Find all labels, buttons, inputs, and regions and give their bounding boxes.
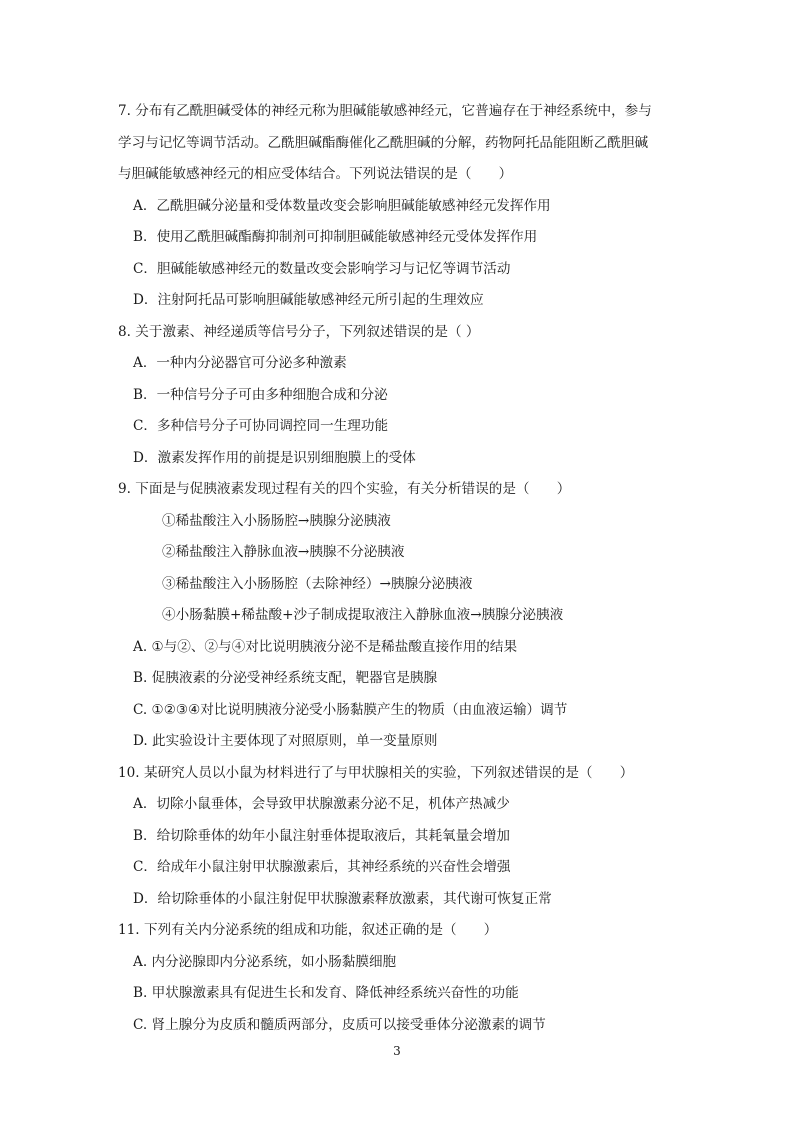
- q9-experiment-3: ③稀盐酸注入小肠肠腔（去除神经）→胰腺分泌胰液: [162, 576, 473, 592]
- q7-option-b: B．使用乙酰胆碱酯酶抑制剂可抑制胆碱能敏感神经元受体发挥作用: [133, 229, 538, 245]
- page-number: 3: [393, 1044, 401, 1058]
- q7-option-a: A．乙酰胆碱分泌量和受体数量改变会影响胆碱能敏感神经元发挥作用: [133, 198, 551, 214]
- q11-option-b: B. 甲状腺激素具有促进生长和发育、降低神经系统兴奋性的功能: [133, 985, 519, 1001]
- q10-option-a: A．切除小鼠垂体，会导致甲状腺激素分泌不足，机体产热减少: [133, 796, 510, 812]
- q7-stem-line-1: 7. 分布有乙酰胆碱受体的神经元称为胆碱能敏感神经元，它普遍存在于神经系统中，参与: [118, 103, 652, 119]
- q8-option-d: D．激素发挥作用的前提是识别细胞膜上的受体: [133, 450, 416, 466]
- q9-option-b: B. 促胰液素的分泌受神经系统支配，靶器官是胰腺: [133, 670, 438, 686]
- q10-option-c: C．给成年小鼠注射甲状腺激素后，其神经系统的兴奋性会增强: [133, 859, 511, 875]
- q8-stem: 8. 关于激素、神经递质等信号分子，下列叙述错误的是（ ）: [118, 324, 480, 340]
- q9-option-a: A. ①与②、②与④对比说明胰液分泌不是稀盐酸直接作用的结果: [133, 639, 518, 655]
- q10-stem: 10. 某研究人员以小鼠为材料进行了与甲状腺相关的实验，下列叙述错误的是（ ）: [118, 765, 634, 781]
- q8-option-b: B．一种信号分子可由多种细胞合成和分泌: [133, 387, 388, 403]
- q11-option-c: C. 肾上腺分为皮质和髓质两部分，皮质可以接受垂体分泌激素的调节: [133, 1017, 546, 1033]
- q9-stem: 9. 下面是与促胰液素发现过程有关的四个实验，有关分析错误的是（ ）: [118, 481, 571, 497]
- q9-option-c: C. ①②③④对比说明胰液分泌受小肠黏膜产生的物质（由血液运输）调节: [133, 702, 568, 718]
- q11-option-a: A. 内分泌腺即内分泌系统，如小肠黏膜细胞: [133, 954, 397, 970]
- q10-option-b: B．给切除垂体的幼年小鼠注射垂体提取液后，其耗氧量会增加: [133, 828, 511, 844]
- q9-experiment-2: ②稀盐酸注入静脉血液→胰腺不分泌胰液: [162, 544, 405, 560]
- q9-experiment-4: ④小肠黏膜+稀盐酸+沙子制成提取液注入静脉血液→胰腺分泌胰液: [162, 607, 564, 623]
- q8-option-c: C．多种信号分子可协同调控同一生理功能: [133, 418, 389, 434]
- q7-option-d: D．注射阿托品可影响胆碱能敏感神经元所引起的生理效应: [133, 292, 484, 308]
- q9-experiment-1: ①稀盐酸注入小肠肠腔→胰腺分泌胰液: [162, 513, 391, 529]
- q9-option-d: D. 此实验设计主要体现了对照原则，单一变量原则: [133, 733, 438, 749]
- q7-stem-line-2: 学习与记忆等调节活动。乙酰胆碱酯酶催化乙酰胆碱的分解，药物阿托品能阻断乙酰胆碱: [118, 135, 649, 151]
- q7-stem-line-3: 与胆碱能敏感神经元的相应受体结合。下列说法错误的是（ ）: [118, 166, 513, 182]
- q10-option-d: D．给切除垂体的小鼠注射促甲状腺激素释放激素，其代谢可恢复正常: [133, 891, 552, 907]
- q7-option-c: C．胆碱能敏感神经元的数量改变会影响学习与记忆等调节活动: [133, 261, 511, 277]
- q8-option-a: A．一种内分泌器官可分泌多种激素: [133, 355, 347, 371]
- q11-stem: 11. 下列有关内分泌系统的组成和功能，叙述正确的是（ ）: [118, 922, 498, 938]
